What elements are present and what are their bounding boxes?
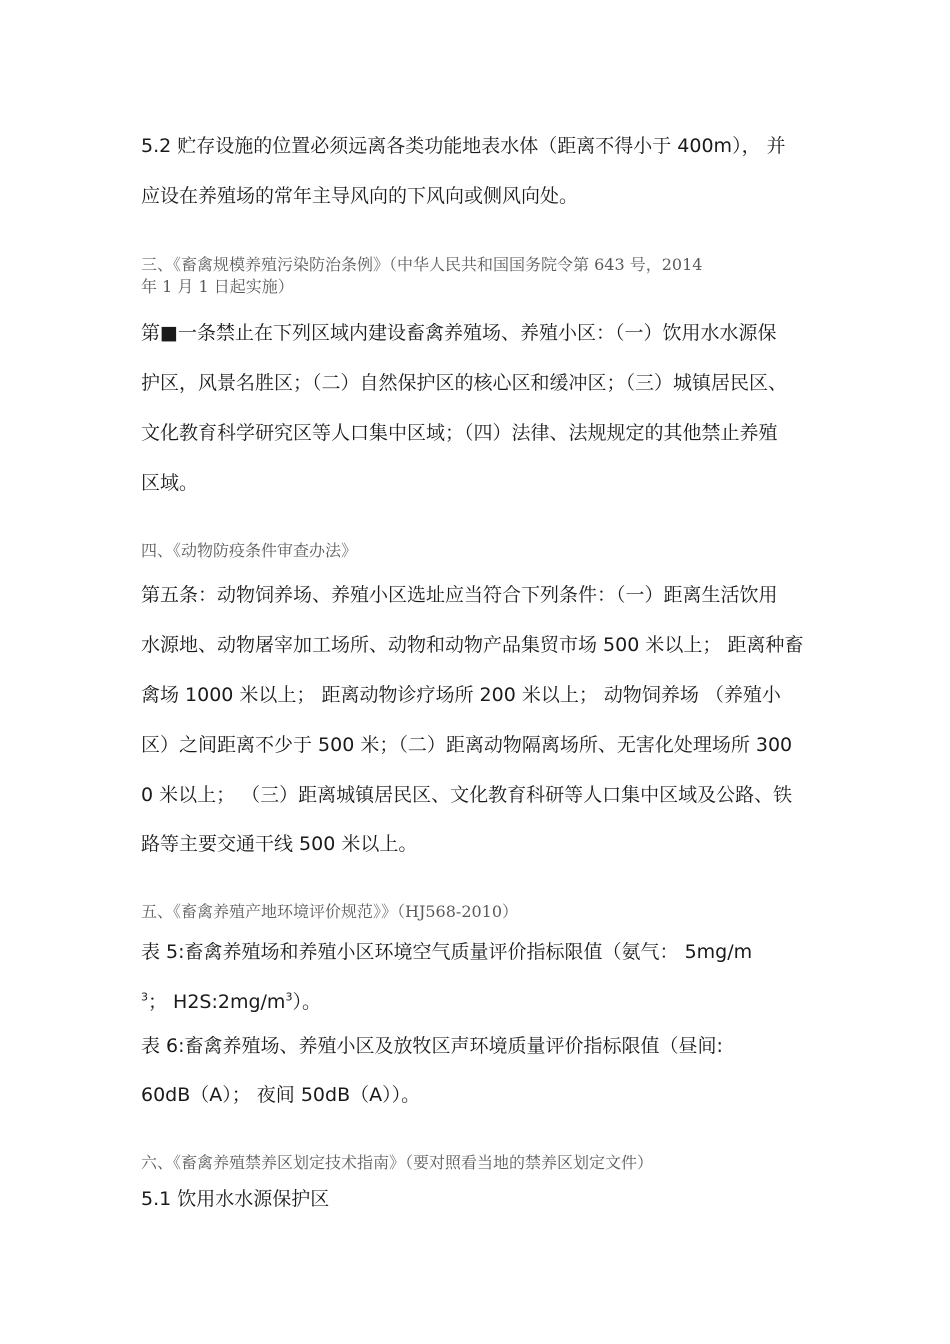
section-5-2-line-2: 应设在养殖场的常年主导风向的下风向或侧风向处。: [141, 185, 579, 207]
superscript-3: 3: [285, 990, 293, 1004]
table-5-end-text: ）。: [292, 991, 321, 1013]
section-4-text-line-4: 区）之间距离不少于 500 米；（二）距离动物隔离场所、无害化处理场所 300: [141, 734, 793, 756]
table-5-h2s-text: ； H2S:2mg/m: [148, 991, 286, 1013]
section-5-2-line-1: 5.2 贮存设施的位置必须远离各类功能地表水体（距离不得小于 400m）， 并: [141, 135, 786, 157]
section-3-heading-line-1: 三、《畜禽规模养殖污染防治条例》（中华人民共和国国务院令第 643 号，2014: [141, 255, 703, 274]
section-4-text-line-1: 第五条：动物饲养场、养殖小区选址应当符合下列条件：（一）距离生活饮用: [141, 584, 778, 606]
section-4-text-line-2: 水源地、动物屠宰加工场所、动物和动物产品集贸市场 500 米以上； 距离种畜: [141, 634, 804, 656]
section-4-heading: 四、《动物防疫条件审查办法》: [141, 541, 358, 560]
table-5-line-1: 表 5:畜禽养殖场和养殖小区环境空气质量评价指标限值（氨气： 5mg/m: [141, 941, 753, 963]
table-6-line-1: 表 6:畜禽养殖场、养殖小区及放牧区声环境质量评价指标限值（昼间:: [141, 1035, 723, 1057]
section-4-text-line-5: 0 米以上； （三）距离城镇居民区、文化教育科研等人口集中区域及公路、铁: [141, 784, 793, 806]
section-3-heading-line-2: 年 1 月 1 日起实施）: [141, 277, 294, 296]
section-6-item: 5.1 饮用水水源保护区: [141, 1188, 330, 1210]
section-6-heading: 六、《畜禽养殖禁养区划定技术指南》（要对照看当地的禁养区划定文件）: [141, 1153, 654, 1172]
table-6-line-2: 60dB（A）； 夜间 50dB（A））。: [141, 1084, 421, 1106]
section-3-text-line-1: 第■一条禁止在下列区域内建设畜禽养殖场、养殖小区：（一）饮用水水源保: [141, 322, 777, 344]
section-3-text-line-2: 护区，风景名胜区；（二）自然保护区的核心区和缓冲区；（三）城镇居民区、: [141, 372, 788, 394]
section-4-text-line-3: 禽场 1000 米以上； 距离动物诊疗场所 200 米以上； 动物饲养场 （养殖小: [141, 684, 781, 706]
superscript-3: 3: [141, 990, 148, 1004]
section-3-text-line-3: 文化教育科学研究区等人口集中区域；（四）法律、法规规定的其他禁止养殖: [141, 422, 778, 444]
section-5-heading: 五、《畜禽养殖产地环境评价规范》》（HJ568-2010）: [141, 902, 519, 921]
section-3-text-line-4: 区域。: [141, 472, 199, 494]
table-5-line-2: [141, 987, 321, 1014]
section-4-text-line-6: 路等主要交通干线 500 米以上。: [141, 833, 418, 855]
